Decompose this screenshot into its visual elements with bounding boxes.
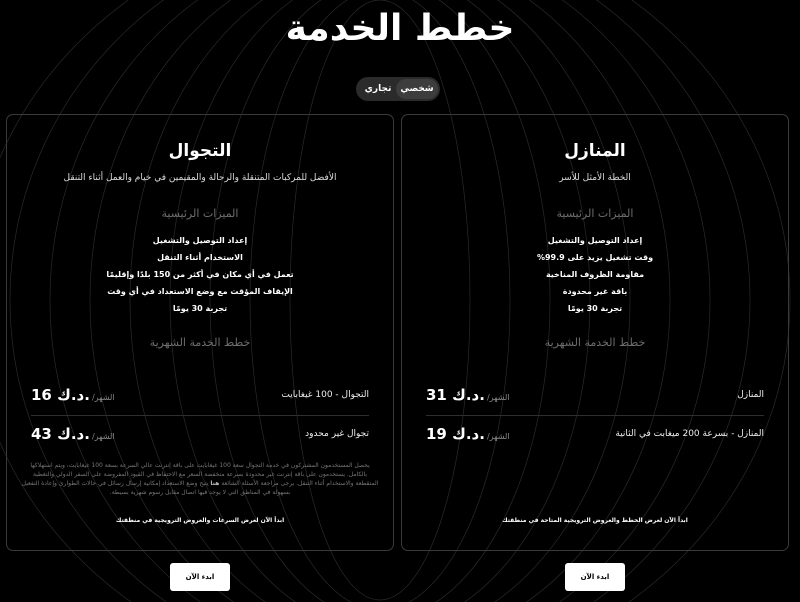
price-value: 43 د.ك. (31, 425, 90, 443)
page-title: خطط الخدمة (285, 8, 515, 49)
card-title: التجوال (168, 141, 232, 161)
price-period: /الشهر (486, 393, 510, 402)
plan-row[interactable] (426, 377, 764, 413)
toggle-personal[interactable]: شخصي (396, 79, 438, 99)
features-heading: الميزات الرئيسية (556, 207, 634, 220)
start-now-button-roaming[interactable]: ابدء الآن (170, 563, 230, 591)
plan-row[interactable] (31, 415, 369, 452)
feature-item: وقت تشغيل يزيد على 99.9% (536, 253, 654, 262)
toggle-business[interactable]: تجاري (364, 84, 392, 94)
fine-print-link[interactable]: هنا (210, 480, 220, 487)
plan-price (426, 386, 510, 404)
plan-name: المنازل - بسرعة 200 ميغابت في الثانية (615, 429, 764, 439)
monthly-plans-heading: خطط الخدمة الشهرية (149, 336, 251, 349)
feature-item: تجربة 30 يومًا (567, 304, 623, 313)
feature-item: باقة غير محدودة (562, 287, 628, 296)
feature-item: مقاومة الظروف المناخية (545, 270, 645, 279)
cta-note: ابدأ الآن لعرض السرعات والعروض الترويجية في منطقتك (115, 517, 285, 524)
price-value: 19 د.ك. (426, 425, 485, 443)
plan-price (426, 425, 510, 443)
price-value: 16 د.ك. (31, 386, 90, 404)
card-title: المنازل (564, 141, 626, 161)
plan-price (31, 425, 115, 443)
fine-print-text-end: يتيح وضع الاستعداد إمكانية إرسال رسائل في حالات الطوارئ وإعادة التفعيل بسهولة في المناطق التي لا يوجد فيها اتصال مقابل رسوم شهرية بسيطة. (21, 480, 291, 496)
feature-list (402, 232, 788, 317)
plan-name: تجوال غير محدود (305, 429, 369, 439)
plan-row[interactable] (426, 415, 764, 452)
plan-card-homes (401, 114, 789, 551)
fine-print-text: يحصل المستخدمون المشتركون في خدمة التجوال سعة 100 غيغابايت على باقة إنترنت عالي السرعة بسعة 100 غيغابايت، ويتم استهلاكها بالكامل. يستخدمون على باقة إنترنت غير محدودة بسرعة منخفضة السعر مع الاحتفاظ في القيود المفروضة على السفر الدولي والتغطية المتقطعة والاستخدام أثناء التنقل. يرجى مراجعة الأسئلة الشائعة (30, 462, 379, 487)
fine-print (21, 461, 379, 497)
feature-item: تعمل في أي مكان في أكثر من 150 بلدًا وإقليمًا (106, 270, 294, 279)
feature-item: إعداد التوصيل والتشغيل (152, 236, 248, 245)
monthly-plans-heading: خطط الخدمة الشهرية (544, 336, 646, 349)
card-description: الأفضل للمركبات المتنقلة والرحالة والمقيمين في خيام والعمل أثناء التنقل (63, 173, 337, 183)
plan-card-roaming (6, 114, 394, 551)
feature-item: تجربة 30 يومًا (172, 304, 228, 313)
features-heading: الميزات الرئيسية (161, 207, 239, 220)
price-period: /الشهر (91, 432, 115, 441)
price-value: 31 د.ك. (426, 386, 485, 404)
plan-price (31, 386, 115, 404)
plan-type-toggle[interactable] (356, 77, 440, 101)
price-period: /الشهر (486, 432, 510, 441)
plan-name: المنازل (737, 390, 764, 400)
feature-list (7, 232, 393, 317)
feature-item: الاستخدام أثناء التنقل (157, 253, 243, 262)
feature-item: الإيقاف المؤقت مع وضع الاستعداد في أي وقت (107, 287, 293, 296)
start-now-button-homes[interactable]: ابدء الآن (565, 563, 625, 591)
card-description: الخطة الأمثل للأسر (559, 173, 631, 183)
price-period: /الشهر (91, 393, 115, 402)
plan-name: التجوال - 100 غيغابايت (281, 390, 369, 400)
plan-row[interactable] (31, 377, 369, 413)
feature-item: إعداد التوصيل والتشغيل (547, 236, 643, 245)
cta-note: ابدأ الآن لعرض الخطط والعروض الترويجية المتاحة في منطقتك (502, 517, 688, 524)
